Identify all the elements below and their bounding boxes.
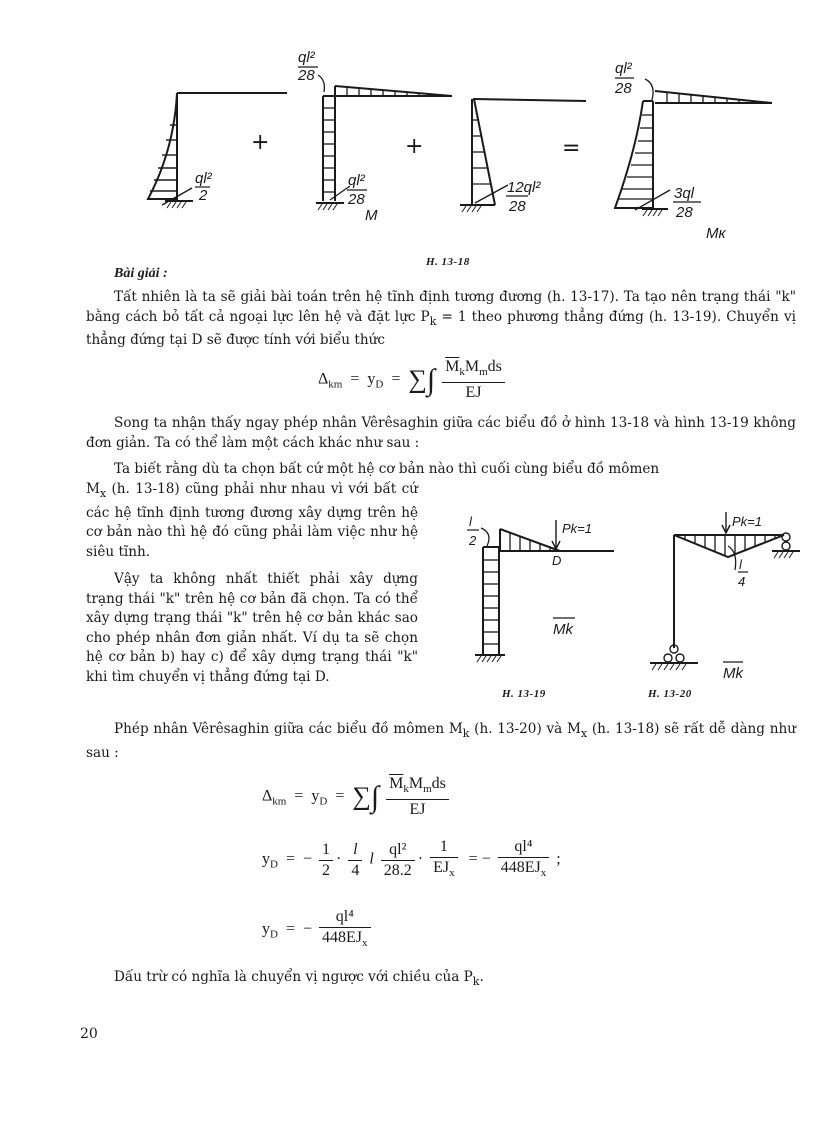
- paragraph-conclusion: Vậy ta không nhất thiết phải xây dựng trạng thái "k" trên hệ cơ bản đã chọn. Ta có thể xây dựng trạng thái "k" trên hệ cơ bản khác sao cho phép nhân đơn giản nhất. Ví dụ ta sẽ chọn hệ cơ bản b) hay c) để xây dựng trạng thái "k" khi tìm chuyển vị thẳng đứng tại D.: [86, 571, 418, 685]
- svg-text:ql²: ql²: [615, 60, 632, 77]
- section-heading: Bài giải :: [114, 266, 168, 281]
- equation-displacement-formula: $\Delta_{km} = y_D$ = ∑∫ $\frac{\overline{M}_kM_mds}{EJ}$: [318, 358, 508, 402]
- equation-final-result: $y_D$ = − $\frac{\text{ql⁴}}{448EJ_x}$: [262, 908, 374, 952]
- plus-operator: +: [251, 130, 270, 155]
- svg-text:Mк: Mк: [706, 225, 726, 242]
- svg-text:28: 28: [676, 204, 693, 221]
- page-number: 20: [80, 1026, 98, 1042]
- svg-text:28: 28: [298, 67, 315, 84]
- svg-text:M: M: [365, 207, 378, 224]
- equation-displacement-formula-repeat: $\Delta_{km} = y_D$ = ∑∫ $\frac{\overline{M}_kM_mds}{EJ}$: [262, 775, 452, 819]
- svg-text:Pk=1: Pk=1: [562, 521, 592, 536]
- figure-caption: H. 13-18: [426, 256, 470, 268]
- svg-text:2: 2: [199, 187, 208, 204]
- svg-text:28: 28: [348, 191, 365, 208]
- figure-caption: H. 13-20: [648, 688, 692, 700]
- svg-text:4: 4: [738, 574, 746, 589]
- svg-text:3ql: 3ql: [674, 185, 695, 202]
- svg-text:Mk: Mk: [723, 665, 743, 682]
- svg-text:28: 28: [509, 198, 526, 215]
- svg-text:l: l: [469, 514, 472, 529]
- paragraph-veresaghin: Phép nhân Vêrêsaghin giữa các biểu đồ mômen $M_k$ (h. 13-20) và $M_x$ (h. 13-18) sẽ rất dễ dàng như sau :: [86, 721, 796, 761]
- paragraph-intro: Tất nhiên là ta sẽ giải bài toán trên hệ tĩnh định tương đương (h. 13-17). Ta tạo nên trạng thái "k" bằng cách bỏ tất cả ngoại lực lên hệ và đặt lực $P_k = 1$ theo phương thẳng đứng (h. 13-19). Chuyển vị thẳng đứng tại D sẽ được tính với biểu thức: [86, 289, 797, 349]
- svg-text:ql²: ql²: [298, 49, 315, 66]
- paragraph-reasoning: Ta biết rằng dù ta chọn bất cứ một hệ cơ bản nào thì cuối cùng biểu đồ mômen: [114, 461, 660, 477]
- svg-text:28: 28: [615, 80, 632, 97]
- svg-text:Mk: Mk: [553, 621, 573, 638]
- svg-text:Pk=1: Pk=1: [732, 514, 762, 529]
- svg-text:D: D: [552, 553, 562, 568]
- svg-text:12ql²: 12ql²: [507, 179, 541, 196]
- paragraph-sign-note: Dấu trừ có nghĩa là chuyển vị ngược với chiều của $P_k$.: [114, 969, 484, 988]
- paragraph-reasoning-cont: $M_x$ (h. 13-18) cũng phải như nhau vì với bất cứ các hệ tĩnh định tương đương xây dựng trên hệ cơ bản nào thì hệ đó cũng phải làm việc như hệ siêu tĩnh.: [86, 481, 418, 560]
- svg-text:ql²: ql²: [195, 170, 212, 187]
- equals-operator: =: [562, 136, 581, 161]
- svg-text:l: l: [739, 557, 742, 572]
- equation-veresaghin-computation: $y_D$ = − $\frac{1}{2}$ · $\frac{l}{4}$ l $\frac{\text{ql²}}{28.2}$ · $\frac{1}{EJ_x}$ = − $\frac{\text{ql⁴}}{448EJ_x}$ ;: [262, 838, 561, 879]
- svg-text:2: 2: [469, 533, 477, 548]
- svg-text:ql²: ql²: [348, 172, 365, 189]
- figure-caption: H. 13-19: [502, 688, 546, 700]
- plus-operator: +: [405, 134, 424, 159]
- paragraph-observation: Song ta nhận thấy ngay phép nhân Vêrêsaghin giữa các biểu đồ ở hình 13-18 và hình 13-19 không đơn giản. Ta có thể làm một cách khác như sau :: [86, 415, 796, 451]
